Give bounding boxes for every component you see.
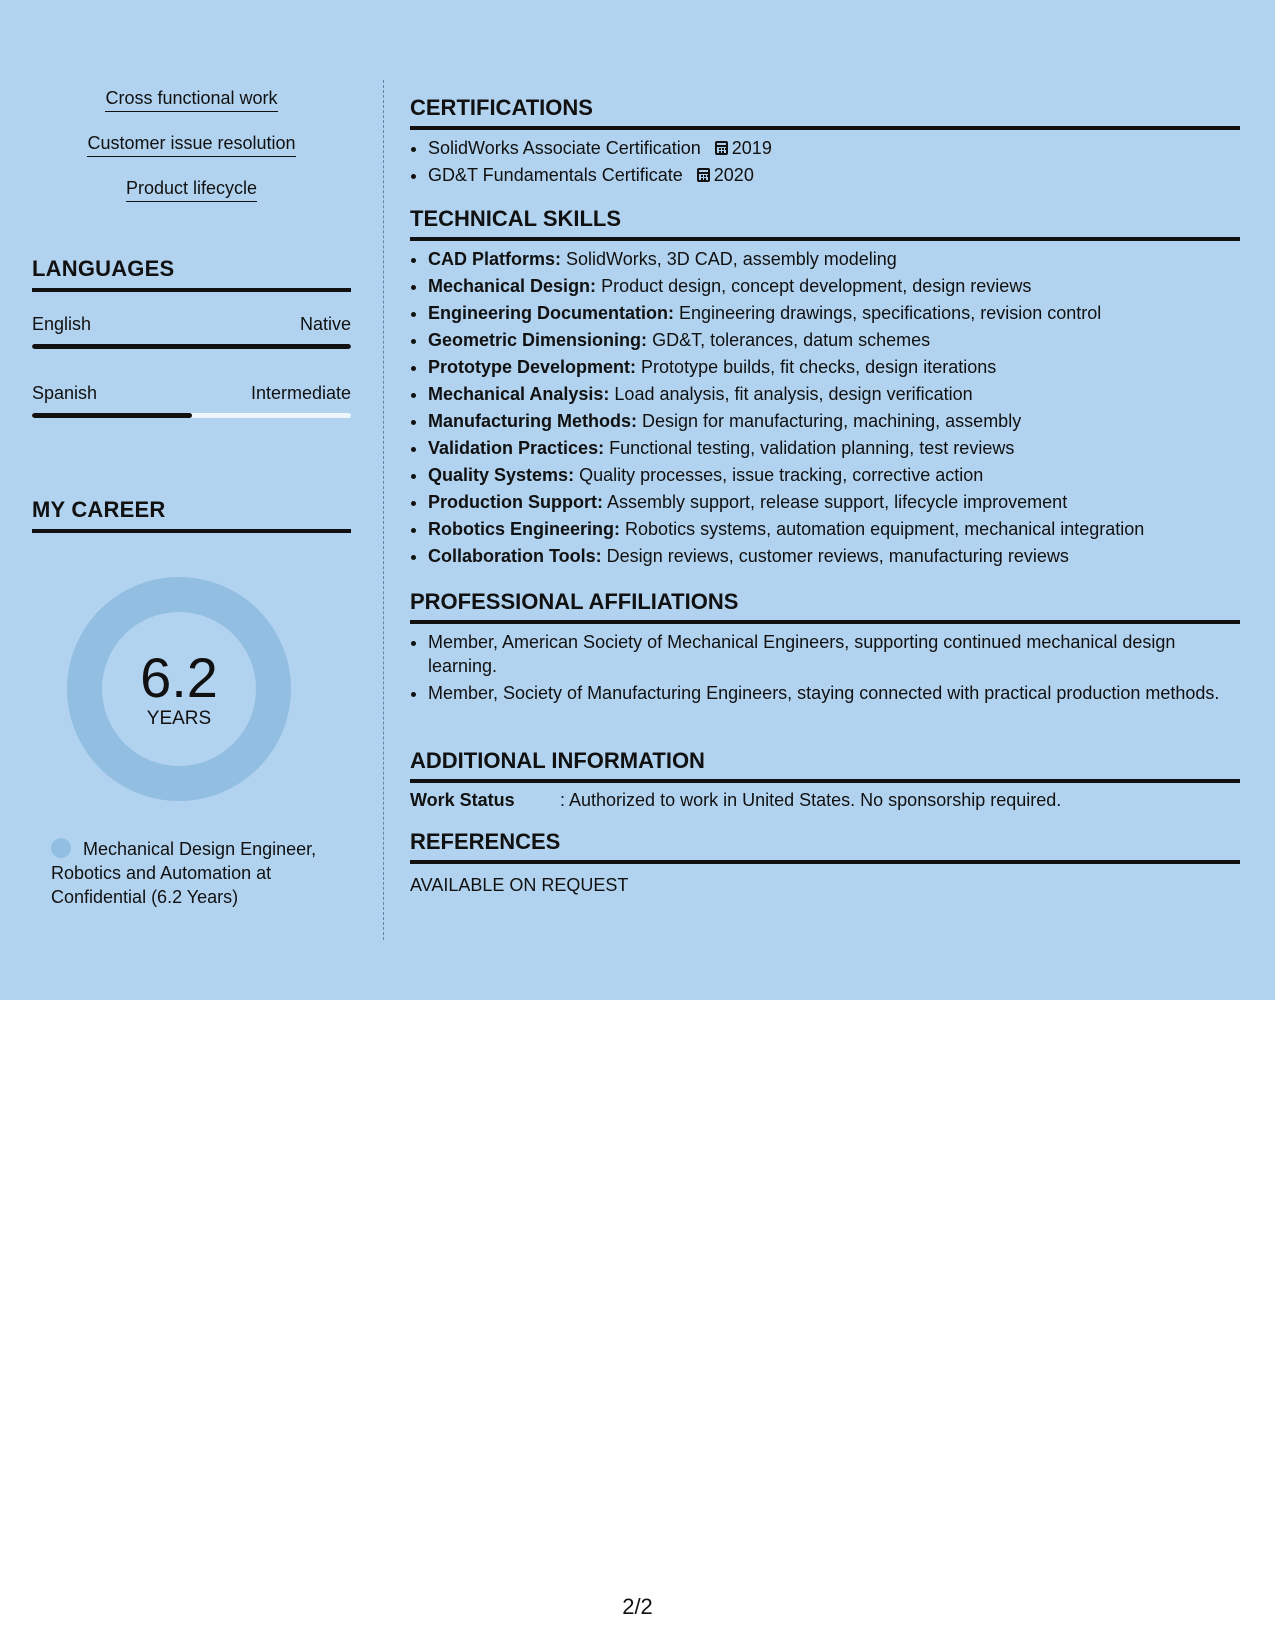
- language-proficiency-bar: [32, 344, 351, 349]
- strength-item: Cross functional work: [32, 87, 351, 112]
- calendar-icon: [697, 168, 710, 182]
- skill-item: • CAD Platforms: SolidWorks, 3D CAD, assembly modeling: [428, 246, 1240, 273]
- skill-item: • Geometric Dimensioning: GD&T, tolerances, datum schemes: [428, 327, 1240, 354]
- skill-item: • Quality Systems: Quality processes, issue tracking, corrective action: [428, 462, 1240, 489]
- strength-item: Customer issue resolution: [32, 132, 351, 157]
- additional-info-heading: ADDITIONAL INFORMATION: [410, 748, 1240, 783]
- languages-heading: LANGUAGES: [32, 256, 351, 292]
- skill-item: • Validation Practices: Functional testing, validation planning, test reviews: [428, 435, 1240, 462]
- language-level: Intermediate: [250, 383, 351, 403]
- column-divider: [383, 80, 384, 940]
- language-row: [32, 314, 351, 335]
- skill-item: • Engineering Documentation: Engineering drawings, specifications, revision control: [428, 300, 1240, 327]
- affiliation-item: • Member, American Society of Mechanical Engineers, supporting continued mechanical design learning.: [428, 630, 1240, 678]
- strength-item: Product lifecycle: [32, 177, 351, 202]
- affiliations-heading: PROFESSIONAL AFFILIATIONS: [410, 589, 1240, 624]
- certifications-heading: CERTIFICATIONS: [410, 95, 1240, 130]
- career-years-number: 6.2: [140, 646, 218, 709]
- certification-item: • GD&T Fundamentals Certificate 2020: [428, 162, 1240, 189]
- calendar-icon: [715, 141, 728, 155]
- certification-year: 2020: [713, 165, 754, 185]
- language-proficiency-fill: [32, 413, 192, 418]
- language-level: Native: [299, 314, 351, 334]
- language-name: Spanish: [32, 383, 98, 403]
- affiliation-item: • Member, Society of Manufacturing Engineers, staying connected with practical production methods.: [428, 681, 1240, 705]
- certification-item: • SolidWorks Associate Certification 2019: [428, 135, 1240, 162]
- skill-item: • Prototype Development: Prototype builds, fit checks, design iterations: [428, 354, 1240, 381]
- technical-skills-list: [410, 246, 1240, 570]
- technical-skills-heading: TECHNICAL SKILLS: [410, 206, 1240, 241]
- work-status-label: Work Status: [410, 790, 515, 810]
- language-proficiency-bar: [32, 413, 351, 418]
- work-status-value: : Authorized to work in United States. No sponsorship required.: [560, 790, 1062, 810]
- certification-year: 2019: [731, 138, 772, 158]
- language-name: English: [32, 314, 92, 334]
- skill-item: • Mechanical Design: Product design, concept development, design reviews: [428, 273, 1240, 300]
- career-years-donut: [67, 577, 291, 801]
- skill-item: • Production Support: Assembly support, release support, lifecycle improvement: [428, 489, 1240, 516]
- career-dot-icon: [51, 838, 71, 858]
- certifications-list: [410, 135, 1240, 189]
- skill-item: • Collaboration Tools: Design reviews, customer reviews, manufacturing reviews: [428, 543, 1240, 570]
- career-heading: MY CAREER: [32, 497, 351, 533]
- career-years-unit: YEARS: [146, 708, 212, 729]
- affiliations-list: [410, 630, 1240, 708]
- language-proficiency-fill: [32, 344, 351, 349]
- language-row: [32, 383, 351, 404]
- page-number: 2/2: [622, 1594, 653, 1619]
- references-heading: REFERENCES: [410, 829, 1240, 864]
- career-item: Mechanical Design Engineer, Robotics and Automation at Confidential (6.2 Years): [51, 839, 317, 907]
- work-status-row: [410, 790, 1061, 811]
- skill-item: • Manufacturing Methods: Design for manufacturing, machining, assembly: [428, 408, 1240, 435]
- references-text: AVAILABLE ON REQUEST: [410, 875, 629, 895]
- skill-item: • Robotics Engineering: Robotics systems, automation equipment, mechanical integration: [428, 516, 1240, 543]
- skill-item: • Mechanical Analysis: Load analysis, fit analysis, design verification: [428, 381, 1240, 408]
